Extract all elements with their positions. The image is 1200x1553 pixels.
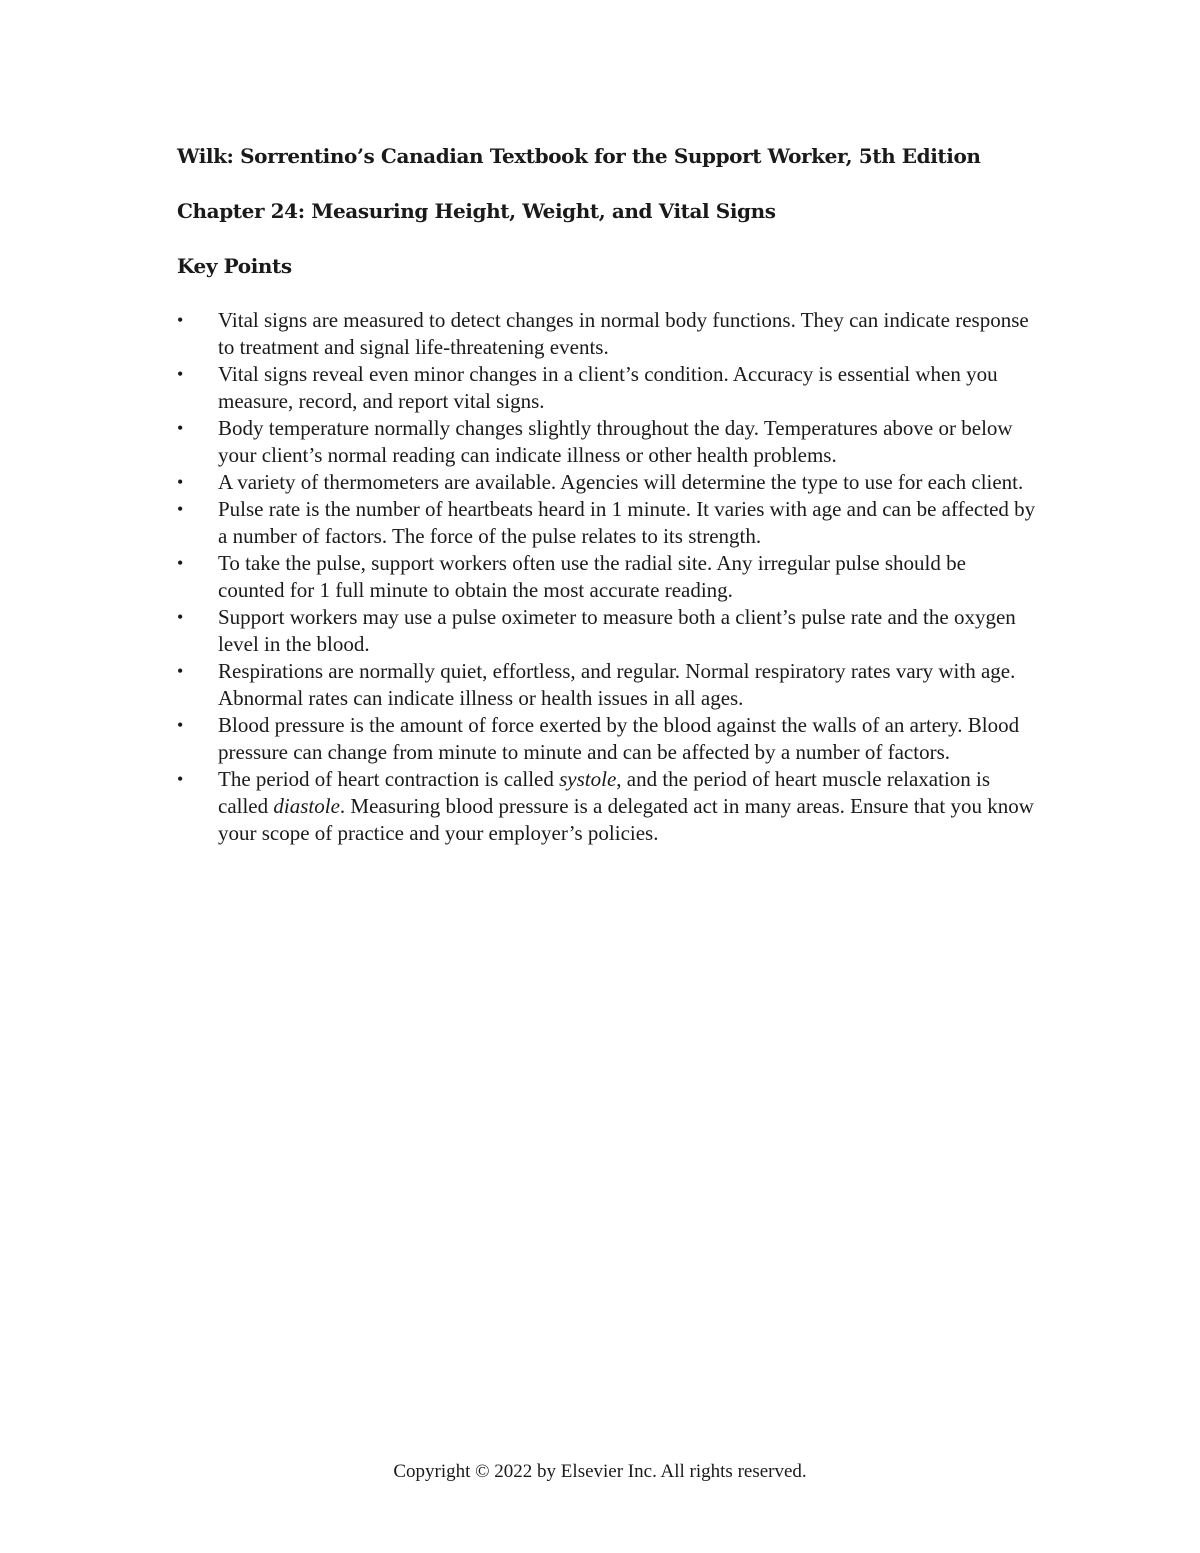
- key-point-italic-term: diastole: [273, 794, 340, 818]
- key-point-item: [177, 550, 1037, 604]
- key-points-list: [177, 307, 1037, 847]
- bullet-icon: •: [177, 418, 184, 438]
- key-point-item: [177, 604, 1037, 658]
- key-point-text: Blood pressure is the amount of force exerted by the blood against the walls of an artery. Blood pressure can change from minute to minute and can be affected by a number of factors.: [218, 713, 1020, 764]
- key-point-text: The period of heart contraction is called: [218, 767, 560, 791]
- bullet-icon: •: [177, 472, 184, 492]
- key-point-item: [177, 712, 1037, 766]
- section-heading: Key Points: [177, 254, 292, 278]
- key-point-item: [177, 415, 1037, 469]
- key-point-text: Body temperature normally changes slightly throughout the day. Temperatures above or below your client’s normal reading can indicate illness or other health problems.: [218, 416, 1013, 467]
- bullet-icon: •: [177, 607, 184, 627]
- bullet-icon: •: [177, 553, 184, 573]
- document-title: Wilk: Sorrentino’s Canadian Textbook for the Support Worker, 5th Edition: [177, 144, 981, 168]
- key-point-text: Pulse rate is the number of heartbeats heard in 1 minute. It varies with age and can be affected by a number of factors. The force of the pulse relates to its strength.: [218, 497, 1036, 548]
- key-point-text: Vital signs reveal even minor changes in a client’s condition. Accuracy is essential when you measure, record, and report vital signs.: [218, 362, 998, 413]
- key-point-text: Vital signs are measured to detect changes in normal body functions. They can indicate response to treatment and signal life-threatening events.: [218, 308, 1029, 359]
- key-point-item: [177, 658, 1037, 712]
- bullet-icon: •: [177, 310, 184, 330]
- chapter-title: Chapter 24: Measuring Height, Weight, and Vital Signs: [177, 199, 776, 223]
- key-point-text: Respirations are normally quiet, effortless, and regular. Normal respiratory rates vary with age. Abnormal rates can indicate illness or health issues in all ages.: [218, 659, 1016, 710]
- key-point-text: Support workers may use a pulse oximeter to measure both a client’s pulse rate and the oxygen level in the blood.: [218, 605, 1016, 656]
- bullet-icon: •: [177, 769, 184, 789]
- bullet-icon: •: [177, 661, 184, 681]
- key-point-text: . Measuring blood pressure is a delegated act in many areas. Ensure that you know your scope of practice and your employer’s policies.: [218, 794, 1034, 845]
- key-point-text: , and the period of heart muscle relaxation is called: [218, 767, 991, 818]
- key-point-item: [177, 307, 1037, 361]
- bullet-icon: •: [177, 499, 184, 519]
- key-point-item: [177, 766, 1037, 847]
- bullet-icon: •: [177, 715, 184, 735]
- key-point-item: [177, 361, 1037, 415]
- bullet-icon: •: [177, 364, 184, 384]
- key-point-text: To take the pulse, support workers often use the radial site. Any irregular pulse should be counted for 1 full minute to obtain the most accurate reading.: [218, 551, 966, 602]
- key-point-italic-term: systole: [559, 767, 617, 791]
- key-point-item: [177, 469, 1037, 496]
- key-point-text: A variety of thermometers are available. Agencies will determine the type to use for each client.: [218, 470, 1024, 494]
- copyright-footer: Copyright © 2022 by Elsevier Inc. All rights reserved.: [393, 1461, 807, 1482]
- key-point-item: [177, 496, 1037, 550]
